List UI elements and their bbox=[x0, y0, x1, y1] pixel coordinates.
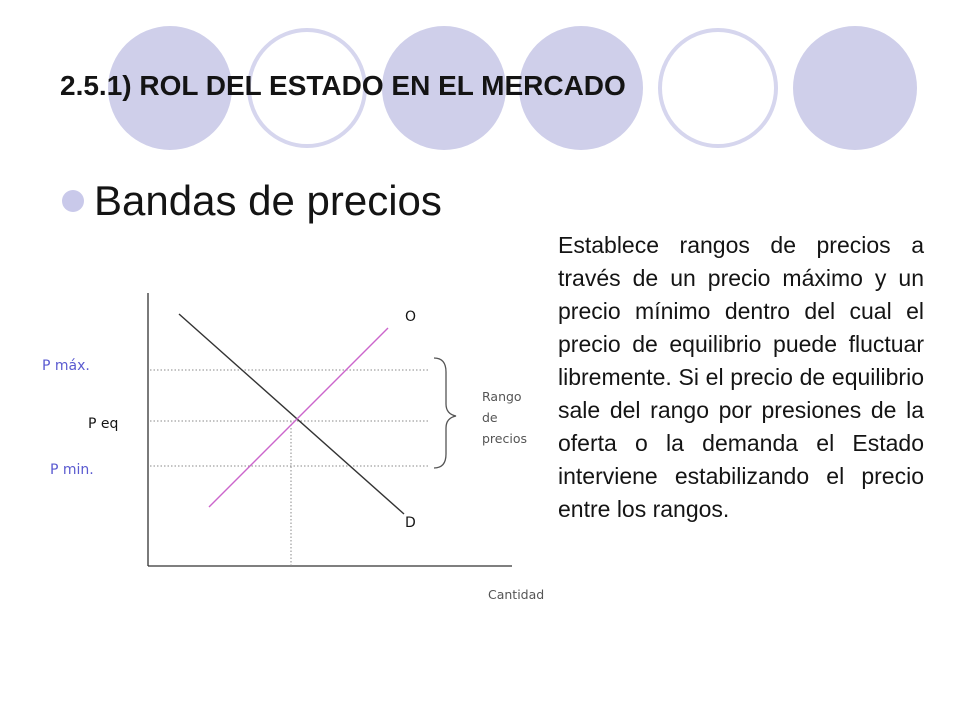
bullet-text: Bandas de precios bbox=[94, 177, 442, 224]
demand-label: D bbox=[405, 515, 416, 531]
p-min-label: P min. bbox=[50, 462, 94, 478]
slide-title: 2.5.1) ROL DEL ESTADO EN EL MERCADO bbox=[60, 70, 626, 101]
p-eq-label: P eq bbox=[88, 416, 119, 432]
p-max-label: P máx. bbox=[42, 358, 90, 374]
supply-curve bbox=[209, 328, 388, 507]
range-label-line2: de bbox=[482, 410, 498, 425]
range-brace-icon bbox=[434, 358, 456, 468]
range-label-line3: precios bbox=[482, 431, 527, 446]
supply-label: O bbox=[405, 309, 417, 325]
description-paragraph: Establece rangos de precios a través de un precio máximo y un precio mínimo dentro del cual el precio de equilibrio puede fluctuar libremente. Si el precio de equilibrio sale del rango por presiones de la oferta o la demanda el Estado interviene estabilizando el precio entre los rangos. bbox=[558, 232, 924, 522]
range-label-line1: Rango bbox=[482, 389, 522, 404]
x-axis-label: Cantidad bbox=[488, 587, 545, 602]
